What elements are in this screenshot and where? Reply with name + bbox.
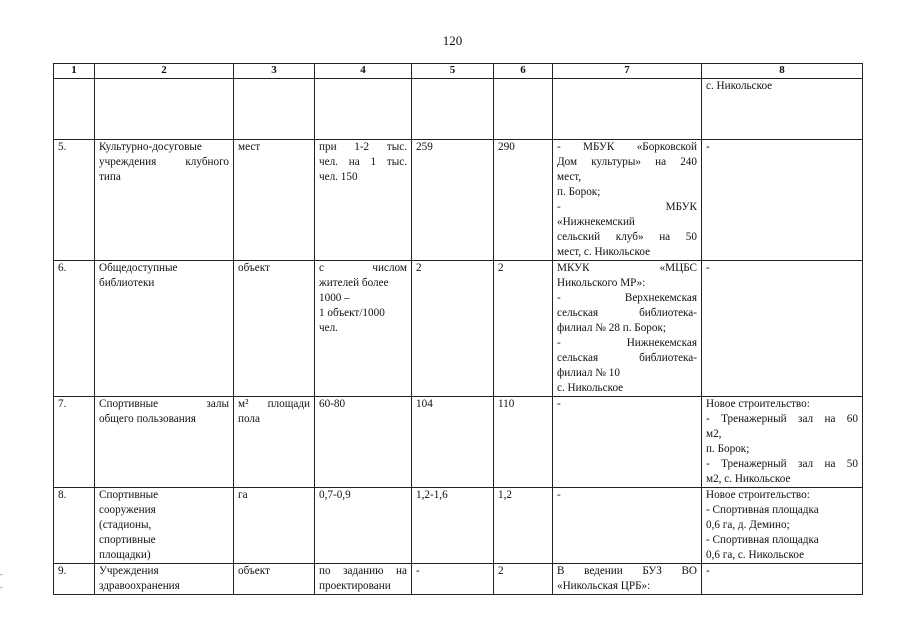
row-9-name bbox=[95, 564, 234, 595]
cell-line: сельская библиотека- bbox=[557, 307, 697, 319]
cell-line: филиал № 10 bbox=[557, 367, 620, 379]
cell-line: 1000 – bbox=[319, 292, 350, 304]
cell-line: м2, bbox=[706, 428, 722, 440]
cell-line: п. Борок; bbox=[557, 186, 601, 198]
cell-line: с. Никольское bbox=[706, 80, 773, 92]
row-cont-c5 bbox=[412, 79, 494, 140]
row-5-unit: мест bbox=[234, 140, 315, 261]
cell-line: площадки) bbox=[99, 549, 151, 561]
cell-line: мест, bbox=[557, 171, 582, 183]
row-5-c6: 290 bbox=[494, 140, 553, 261]
row-8-norm bbox=[315, 488, 412, 564]
table-header-row bbox=[54, 64, 863, 79]
cell-line: пола bbox=[238, 413, 260, 425]
row-5-norm bbox=[315, 140, 412, 261]
cell-line: - Спортивная площадка bbox=[706, 504, 819, 516]
data-table bbox=[53, 63, 863, 595]
row-cont-c8 bbox=[702, 79, 863, 140]
cell-line: общего пользования bbox=[99, 413, 196, 425]
cell-line: сельская библиотека- bbox=[557, 352, 697, 364]
table-row bbox=[54, 488, 863, 564]
cell-line: (стадионы, bbox=[99, 519, 152, 531]
row-9-c5: - bbox=[412, 564, 494, 595]
cell-line: «Никольская ЦРБ»: bbox=[557, 580, 651, 592]
row-5-name bbox=[95, 140, 234, 261]
row-7-number: 7. bbox=[54, 397, 95, 488]
cell-line: с числом bbox=[319, 262, 407, 274]
table-row bbox=[54, 140, 863, 261]
cell-line: по заданию на bbox=[319, 565, 407, 577]
col-header-2: 2 bbox=[95, 64, 234, 79]
row-8-c6: 1,2 bbox=[494, 488, 553, 564]
cell-line: - bbox=[557, 489, 561, 501]
row-7-existing bbox=[553, 397, 702, 488]
col-header-3: 3 bbox=[234, 64, 315, 79]
cell-line: м² площади bbox=[238, 398, 310, 410]
row-8-number: 8. bbox=[54, 488, 95, 564]
cell-line: 0,7-0,9 bbox=[319, 489, 351, 501]
cell-line: с. Никольское bbox=[557, 382, 624, 394]
row-9-unit: объект bbox=[234, 564, 315, 595]
row-6-number: 6. bbox=[54, 261, 95, 397]
cell-line: чел. 150 bbox=[319, 171, 358, 183]
col-header-1: 1 bbox=[54, 64, 95, 79]
col-header-8: 8 bbox=[702, 64, 863, 79]
row-5-c5: 259 bbox=[412, 140, 494, 261]
cell-line: 60-80 bbox=[319, 398, 346, 410]
cell-line: 0,6 га, д. Демино; bbox=[706, 519, 790, 531]
cell-line: - Тренажерный зал на 50 bbox=[706, 458, 858, 470]
row-6-planned bbox=[702, 261, 863, 397]
row-6-unit: объект bbox=[234, 261, 315, 397]
cell-line: филиал № 28 п. Борок; bbox=[557, 322, 667, 334]
row-7-norm bbox=[315, 397, 412, 488]
row-7-c6: 110 bbox=[494, 397, 553, 488]
page-number: 120 bbox=[442, 33, 463, 48]
row-cont-c3 bbox=[234, 79, 315, 140]
table-row bbox=[54, 397, 863, 488]
cell-line: Дом культуры» на 240 bbox=[557, 156, 697, 168]
cell-line: - Нижнекемская bbox=[557, 337, 697, 349]
col-header-6: 6 bbox=[494, 64, 553, 79]
margin-mark: - bbox=[0, 583, 3, 592]
cell-line: жителей более bbox=[319, 277, 389, 289]
row-cont-c4 bbox=[315, 79, 412, 140]
row-9-c6: 2 bbox=[494, 564, 553, 595]
cell-line: - Верхнекемская bbox=[557, 292, 697, 304]
row-cont-c1 bbox=[54, 79, 95, 140]
cell-line: - bbox=[706, 141, 710, 153]
cell-line: Спортивные bbox=[99, 489, 159, 501]
row-8-existing bbox=[553, 488, 702, 564]
cell-line: Новое строительство: bbox=[706, 489, 810, 501]
cell-line: Общедоступные bbox=[99, 262, 178, 274]
row-cont-c7 bbox=[553, 79, 702, 140]
row-6-norm bbox=[315, 261, 412, 397]
cell-line: Новое строительство: bbox=[706, 398, 810, 410]
cell-line: - bbox=[706, 565, 710, 577]
cell-line: типа bbox=[99, 171, 121, 183]
row-8-c5: 1,2-1,6 bbox=[412, 488, 494, 564]
row-9-number: 9. bbox=[54, 564, 95, 595]
cell-line: - bbox=[706, 262, 710, 274]
cell-line: - МБУК bbox=[557, 201, 697, 213]
table-row bbox=[54, 564, 863, 595]
row-8-name bbox=[95, 488, 234, 564]
cell-line: сельский клуб» на 50 bbox=[557, 231, 697, 243]
cell-line: 1 объект/1000 bbox=[319, 307, 385, 319]
row-9-existing bbox=[553, 564, 702, 595]
cell-line: В ведении БУЗ ВО bbox=[557, 565, 697, 577]
cell-line: Спортивные залы bbox=[99, 398, 229, 410]
cell-line: чел. на 1 тыс. bbox=[319, 156, 407, 168]
cell-line: сооружения bbox=[99, 504, 156, 516]
row-5-existing bbox=[553, 140, 702, 261]
cell-line: 0,6 га, с. Никольское bbox=[706, 549, 805, 561]
row-7-c5: 104 bbox=[412, 397, 494, 488]
row-6-existing bbox=[553, 261, 702, 397]
cell-line: - Спортивная площадка bbox=[706, 534, 819, 546]
table-row bbox=[54, 261, 863, 397]
row-7-name bbox=[95, 397, 234, 488]
row-7-unit bbox=[234, 397, 315, 488]
col-header-5: 5 bbox=[412, 64, 494, 79]
row-6-name bbox=[95, 261, 234, 397]
row-6-c5: 2 bbox=[412, 261, 494, 397]
margin-mark: - bbox=[0, 570, 3, 579]
row-cont-c6 bbox=[494, 79, 553, 140]
row-8-unit: га bbox=[234, 488, 315, 564]
cell-line: «Нижнекемский bbox=[557, 216, 635, 228]
row-9-planned bbox=[702, 564, 863, 595]
cell-line: - Тренажерный зал на 60 bbox=[706, 413, 858, 425]
margin-marks bbox=[0, 568, 10, 594]
row-5-planned bbox=[702, 140, 863, 261]
cell-line: при 1-2 тыс. bbox=[319, 141, 407, 153]
col-header-4: 4 bbox=[315, 64, 412, 79]
cell-line: здравоохранения bbox=[99, 580, 180, 592]
col-header-7: 7 bbox=[553, 64, 702, 79]
cell-line: чел. bbox=[319, 322, 338, 334]
cell-line: библиотеки bbox=[99, 277, 155, 289]
row-8-planned bbox=[702, 488, 863, 564]
cell-line: спортивные bbox=[99, 534, 156, 546]
table-row bbox=[54, 79, 863, 140]
row-6-c6: 2 bbox=[494, 261, 553, 397]
cell-line: - bbox=[557, 398, 561, 410]
row-5-number: 5. bbox=[54, 140, 95, 261]
cell-line: МКУК «МЦБС bbox=[557, 262, 697, 274]
cell-line: п. Борок; bbox=[706, 443, 750, 455]
cell-line: м2, с. Никольское bbox=[706, 473, 791, 485]
cell-line: проектировани bbox=[319, 580, 391, 592]
row-7-planned bbox=[702, 397, 863, 488]
row-cont-c2 bbox=[95, 79, 234, 140]
row-9-norm bbox=[315, 564, 412, 595]
cell-line: мест, с. Никольское bbox=[557, 246, 651, 258]
cell-line: Культурно-досуговые bbox=[99, 141, 202, 153]
cell-line: учреждения клубного bbox=[99, 156, 229, 168]
cell-line: Учреждения bbox=[99, 565, 159, 577]
cell-line: - МБУК «Борковской bbox=[557, 141, 697, 153]
cell-line: Никольского МР»: bbox=[557, 277, 646, 289]
